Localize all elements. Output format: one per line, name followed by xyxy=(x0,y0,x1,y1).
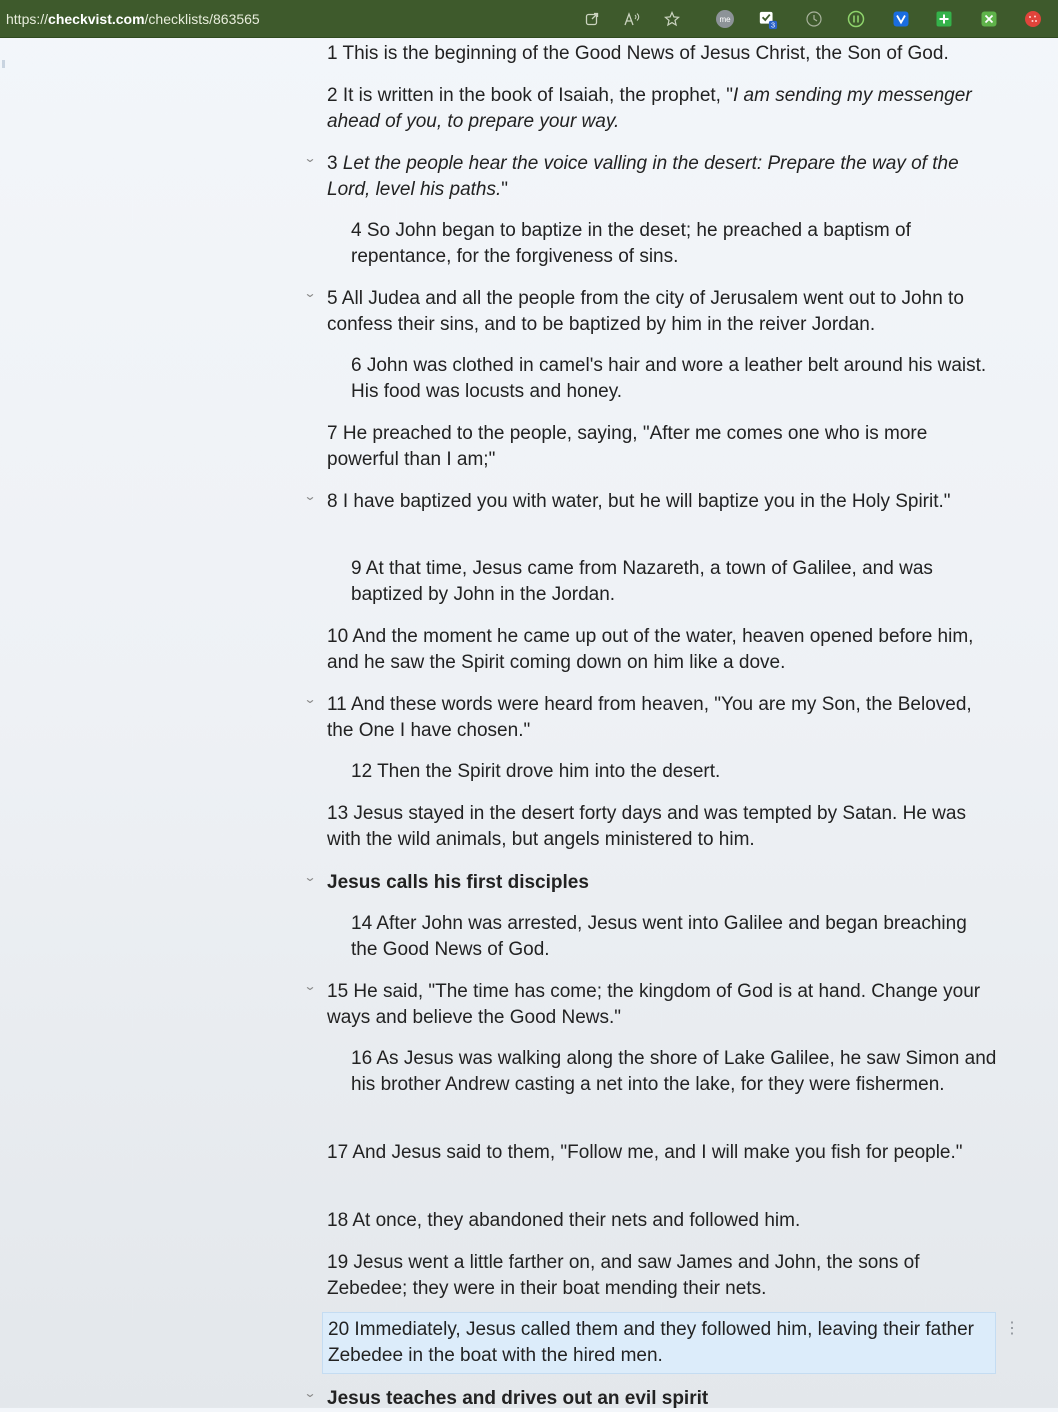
list-item[interactable]: 11 And these words were heard from heaven, "You are my Son, the Beloved, the One I have chosen." xyxy=(327,694,972,741)
collapse-chevron-icon[interactable]: ⌄ xyxy=(303,1386,317,1400)
favorite-star-icon[interactable] xyxy=(662,9,682,29)
address-bar[interactable] xyxy=(6,11,260,27)
sidebar-marker xyxy=(2,60,5,68)
url-prefix: https:// xyxy=(6,11,49,27)
collapse-chevron-icon[interactable]: ⌄ xyxy=(303,151,317,165)
list-item[interactable]: 14 After John was arrested, Jesus went into Galilee and began breaching the Good News of God. xyxy=(351,913,967,960)
v-extension-icon[interactable] xyxy=(891,9,911,29)
extension-badge-icon[interactable] xyxy=(758,10,778,30)
browser-toolbar xyxy=(0,0,1058,38)
list-item[interactable]: 17 And Jesus said to them, "Follow me, and I will make you fish for people." xyxy=(327,1142,963,1163)
list-item[interactable]: 12 Then the Spirit drove him into the desert. xyxy=(351,761,721,782)
list-item[interactable]: 18 At once, they abandoned their nets and followed him. xyxy=(327,1210,801,1231)
list-item[interactable]: 5 All Judea and all the people from the city of Jerusalem went out to John to confess their sins, and to be baptized by him in the reiver Jordan. xyxy=(327,288,964,335)
collapse-chevron-icon[interactable]: ⌄ xyxy=(303,692,317,706)
add-extension-icon[interactable] xyxy=(934,9,954,29)
section-heading[interactable]: Jesus teaches and drives out an evil spirit xyxy=(327,1388,709,1409)
strawberry-extension-icon[interactable] xyxy=(1023,9,1043,29)
list-item[interactable]: 10 And the moment he came up out of the water, heaven opened before him, and he saw the Spirit coming down on him like a dove. xyxy=(327,626,974,673)
svg-text:3: 3 xyxy=(770,20,776,30)
list-item[interactable]: 8 I have baptized you with water, but he will baptize you in the Holy Spirit." xyxy=(327,491,951,512)
extension-me-icon[interactable]: me xyxy=(716,10,734,28)
selected-list-item[interactable]: 20 Immediately, Jesus called them and they followed him, leaving their father Zebedee in the boat with the hired men. xyxy=(322,1312,996,1374)
list-item[interactable]: 19 Jesus went a little farther on, and saw James and John, the sons of Zebedee; they were in their boat mending their nets. xyxy=(327,1252,920,1299)
list-item[interactable]: 4 So John began to baptize in the deset; he preached a baptism of repentance, for the forgiveness of sins. xyxy=(351,220,911,267)
list-item[interactable]: 15 He said, "The time has come; the kingdom of God is at hand. Change your ways and believe the Good News." xyxy=(327,981,981,1028)
url-path: /checklists/863565 xyxy=(144,11,260,27)
collapse-chevron-icon[interactable]: ⌄ xyxy=(303,870,317,884)
collapse-chevron-icon[interactable]: ⌄ xyxy=(303,286,317,300)
list-item[interactable]: 7 He preached to the people, saying, "After me comes one who is more powerful than I am;" xyxy=(327,423,928,470)
list-item[interactable]: 6 John was clothed in camel's hair and wore a leather belt around his waist. His food was locusts and honey. xyxy=(351,355,987,402)
url-host: checkvist.com xyxy=(48,11,145,27)
list-item[interactable]: 16 As Jesus was walking along the shore of Lake Galilee, he saw Simon and his brother Andrew casting a net into the lake, for they were fishermen. xyxy=(351,1048,997,1095)
list-item[interactable]: 13 Jesus stayed in the desert forty days and was tempted by Satan. He was with the wild animals, but angels ministered to him. xyxy=(327,803,966,850)
list-item[interactable]: 3 Let the people hear the voice valling in the desert: Prepare the way of the Lord, level his paths." xyxy=(327,153,959,200)
collapse-chevron-icon[interactable]: ⌄ xyxy=(303,489,317,503)
list-item[interactable]: 9 At that time, Jesus came from Nazareth, a town of Galilee, and was baptized by John in the Jordan. xyxy=(351,558,933,605)
pause-extension-icon[interactable] xyxy=(846,9,866,29)
open-external-icon[interactable] xyxy=(582,9,602,29)
section-heading[interactable]: Jesus calls his first disciples xyxy=(327,872,589,893)
read-aloud-icon[interactable] xyxy=(622,9,642,29)
collapse-chevron-icon[interactable]: ⌄ xyxy=(303,979,317,993)
history-icon[interactable] xyxy=(804,9,824,29)
list-item[interactable]: 2 It is written in the book of Isaiah, the prophet, "I am sending my messenger ahead of you, to prepare your way. xyxy=(327,85,972,132)
excel-extension-icon[interactable] xyxy=(979,9,999,29)
item-menu-icon[interactable]: ⋮ xyxy=(1004,1320,1020,1337)
list-item[interactable]: 1 This is the beginning of the Good News of Jesus Christ, the Son of God. xyxy=(327,43,949,64)
